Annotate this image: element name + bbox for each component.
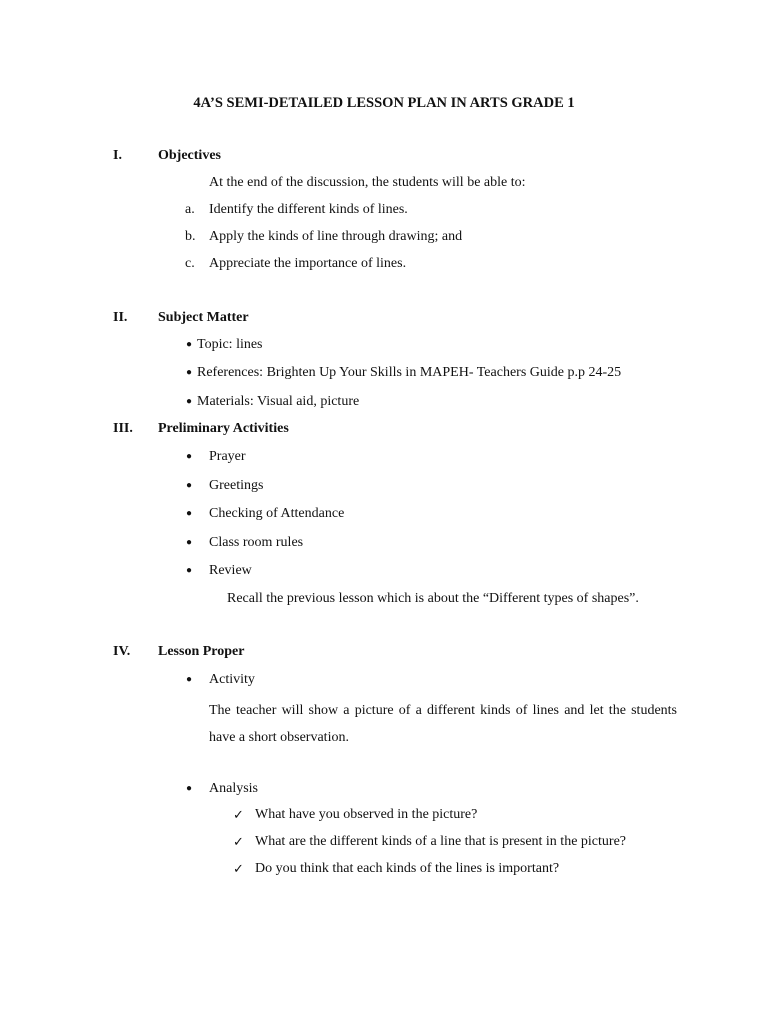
activity-item: Checking of Attendance <box>209 506 345 521</box>
list-marker: b. <box>185 229 196 244</box>
review-note: Recall the previous lesson which is about the “Different types of shapes”. <box>227 591 639 606</box>
list-marker: a. <box>185 202 195 217</box>
list-marker: c. <box>185 256 195 271</box>
document-title: 4A’S SEMI-DETAILED LESSON PLAN IN ARTS GRADE 1 <box>193 95 575 111</box>
activity-item: Class room rules <box>209 535 304 550</box>
subject-item: Topic: lines <box>197 337 263 352</box>
activity-item: Greetings <box>209 478 264 493</box>
objective-item: Apply the kinds of line through drawing; and <box>209 229 463 244</box>
section-heading-objectives: Objectives <box>158 148 221 163</box>
objective-item: Appreciate the importance of lines. <box>209 256 407 271</box>
check-icon: ✓ <box>233 861 244 876</box>
subject-item: Materials: Visual aid, picture <box>197 394 360 409</box>
section-heading-preliminary-activities: Preliminary Activities <box>158 421 289 436</box>
activity-description: The teacher will show a picture of a different kinds of lines and let the students have a short observation. <box>209 703 677 745</box>
bullet-icon: ● <box>186 451 193 462</box>
check-icon: ✓ <box>233 834 244 849</box>
objectives-intro: At the end of the discussion, the students will be able to: <box>209 175 526 190</box>
activity-item: Review <box>209 563 252 578</box>
bullet-icon: ● <box>186 537 193 548</box>
bullet-icon: ● <box>186 396 193 407</box>
section-number: III. <box>113 421 133 436</box>
section-number: II. <box>113 310 128 325</box>
bullet-icon: ● <box>186 783 193 794</box>
bullet-icon: ● <box>186 367 193 378</box>
section-heading-subject-matter: Subject Matter <box>158 310 249 325</box>
objective-item: Identify the different kinds of lines. <box>209 202 408 217</box>
section-number: I. <box>113 148 122 163</box>
analysis-question: What have you observed in the picture? <box>255 807 478 822</box>
bullet-icon: ● <box>186 508 193 519</box>
bullet-icon: ● <box>186 480 193 491</box>
section-heading-lesson-proper: Lesson Proper <box>158 644 245 659</box>
check-icon: ✓ <box>233 807 244 822</box>
bullet-icon: ● <box>186 565 193 576</box>
analysis-question: What are the different kinds of a line that is present in the picture? <box>255 834 626 849</box>
analysis-label: Analysis <box>209 781 258 796</box>
analysis-question: Do you think that each kinds of the lines is important? <box>255 861 560 876</box>
bullet-icon: ● <box>186 674 193 685</box>
bullet-icon: ● <box>186 339 193 350</box>
activity-item: Prayer <box>209 449 246 464</box>
section-number: IV. <box>113 644 131 659</box>
activity-label: Activity <box>209 672 255 687</box>
subject-item: References: Brighten Up Your Skills in MAPEH- Teachers Guide p.p 24-25 <box>197 365 622 380</box>
